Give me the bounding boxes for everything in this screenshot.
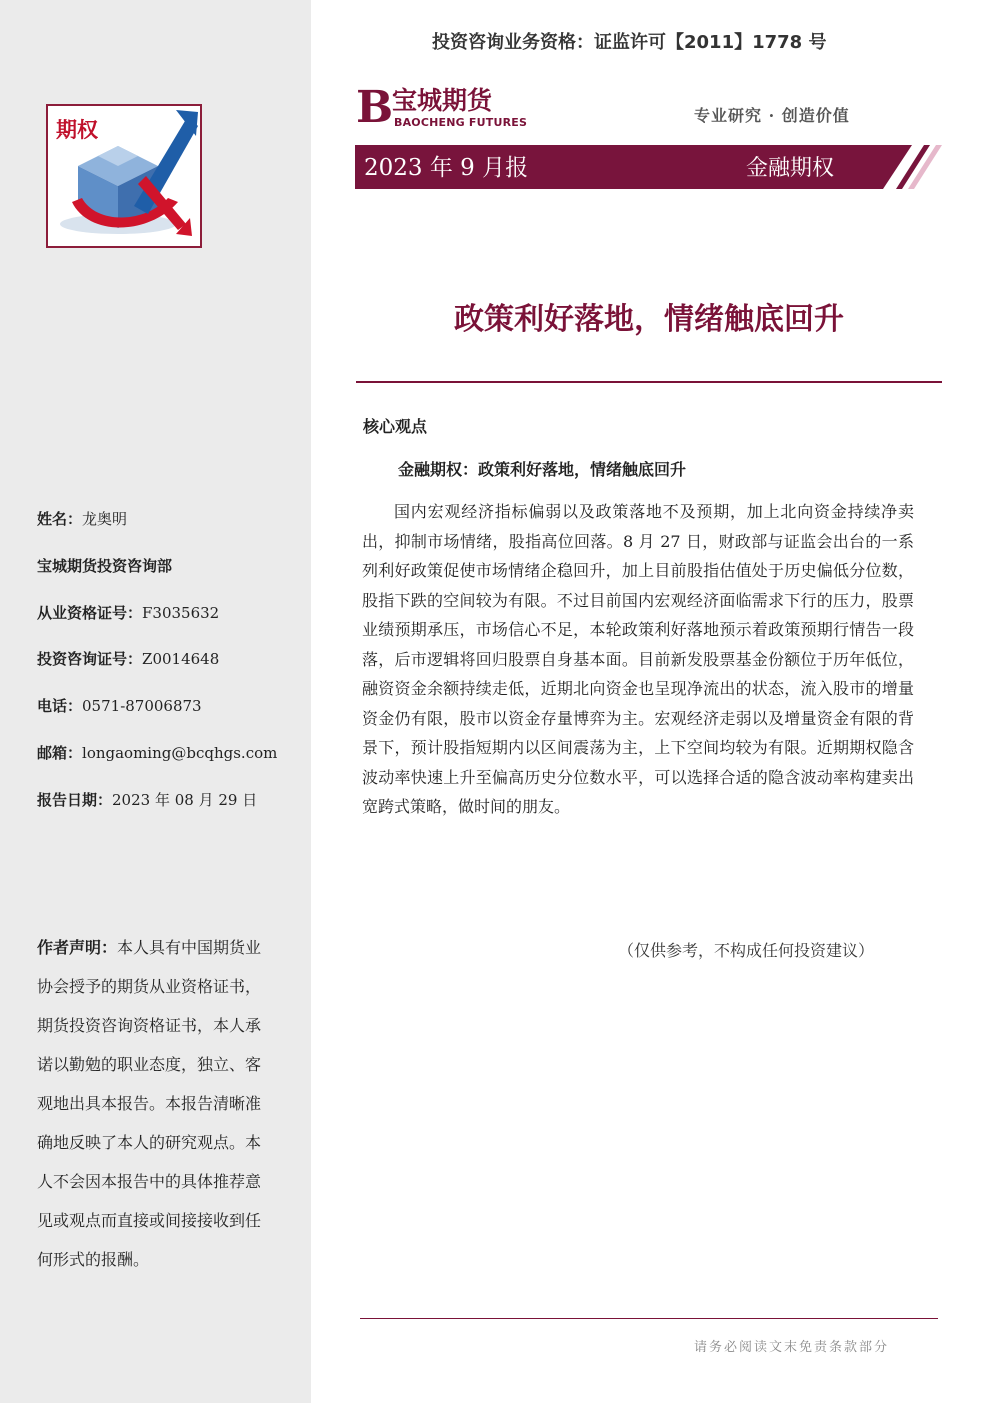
email: 邮箱：longaoming@bcqhgs.com <box>37 744 278 762</box>
core-view-body: 国内宏观经济指标偏弱以及政策落地不及预期，加上北向资金持续净卖出，抑制市场情绪，股指高位回落。8 月 27 日，财政部与证监会出台的一系列利好政策促使市场情绪企稳回升，加上目前股指估值处于历史偏低分位数，股指下跌的空间较为有限。不过目前国内宏观经济面临需求下行的压力，股票业绩预期承压，市场信心不足，本轮政策利好落地预示着政策预期行情告一段落，后市逻辑将回归股票自身基本面。目前新发股票基金份额位于历年低位，融资资金余额持续走低，近期北向资金也呈现净流出的状态，流入股市的增量资金仍有限，股市以资金存量博弈为主。宏观经济走弱以及增量资金有限的背景下，预计股指短期内以区间震荡为主，上下空间均较为有限。近期期权隐含波动率快速上升至偏高历史分位数水平，可以选择合适的隐含波动率构建卖出宽跨式策略，做时间的朋友。 <box>362 502 914 816</box>
core-view-subtitle: 金融期权：政策利好落地，情绪触底回升 <box>398 460 687 479</box>
logo-name-en: BAOCHENG FUTURES <box>394 116 528 129</box>
report-date: 报告日期：2023 年 08 月 29 日 <box>37 791 258 809</box>
cover-label: 期权 <box>56 118 98 142</box>
qualification-number: 从业资格证号：F3035632 <box>37 604 220 622</box>
disclaimer-note: （仅供参考，不构成任何投资建议） <box>618 941 875 960</box>
phone: 电话：0571-87006873 <box>37 697 202 715</box>
footer-divider <box>360 1318 938 1319</box>
slogan: 专业研究 · 创造价值 <box>694 106 850 125</box>
department: 宝城期货投资咨询部 <box>37 557 173 575</box>
report-headline: 政策利好落地，情绪触底回升 <box>454 302 844 337</box>
report-period: 2023 年 9 月报 <box>364 155 529 181</box>
author-name: 姓名：龙奥明 <box>37 510 128 528</box>
report-category: 金融期权 <box>746 156 835 181</box>
consulting-number: 投资咨询证号：Z0014648 <box>37 650 220 668</box>
author-statement: 作者声明：本人具有中国期货业协会授予的期货从业资格证书，期货投资咨询资格证书，本人承诺以勤勉的职业态度，独立、客观地出具本报告。本报告清晰准确地反映了本人的研究观点。本人不会因本报告中的具体推荐意见或观点而直接或间接接收到任何形式的报酬。 <box>37 938 262 1269</box>
banner-stripes-icon <box>860 145 942 189</box>
license-text: 投资咨询业务资格：证监许可【2011】1778 号 <box>432 32 827 53</box>
logo-name-cn: 宝城期货 <box>392 86 493 115</box>
core-view-title: 核心观点 <box>363 417 428 436</box>
logo-mark: B <box>356 82 394 133</box>
cover-image <box>46 104 202 248</box>
headline-divider <box>356 381 942 383</box>
company-logo <box>356 82 528 133</box>
footer-disclaimer: 请务必阅读文末免责条款部分 <box>694 1340 890 1355</box>
